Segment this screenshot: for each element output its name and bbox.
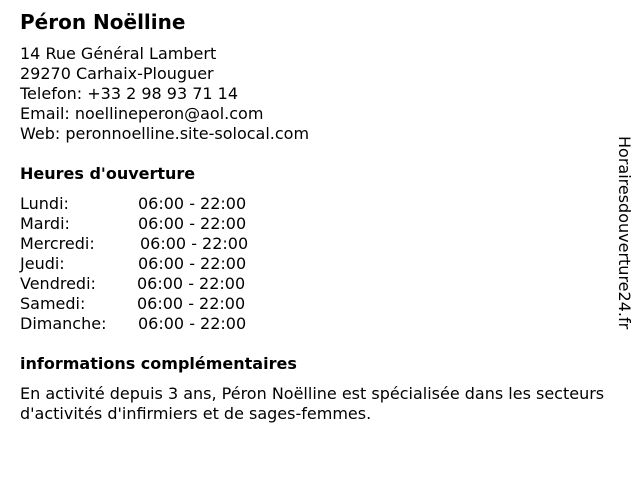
hours-row-tuesday [20,214,280,234]
hours-row-wednesday [20,234,280,254]
time-range: 06:00 - 22:00 [137,274,246,293]
phone-number: Telefon: +33 2 98 93 71 14 [20,84,239,103]
day-label: Vendredi: [20,274,96,293]
time-range: 06:00 - 22:00 [140,234,249,253]
site-watermark: Horairesdouverture24.fr [615,136,634,330]
hours-row-monday [20,194,280,214]
time-range: 06:00 - 22:00 [138,314,247,333]
hours-row-friday [20,274,280,294]
email-address: Email: noellineperon@aol.com [20,104,264,123]
day-label: Mardi: [20,214,70,233]
hours-row-saturday [20,294,280,314]
time-range: 06:00 - 22:00 [138,254,247,273]
business-name: Péron Noëlline [20,10,186,34]
day-label: Jeudi: [20,254,65,273]
hours-row-thursday [20,254,280,274]
hours-heading: Heures d'ouverture [20,164,196,183]
day-label: Lundi: [20,194,69,213]
time-range: 06:00 - 22:00 [138,214,247,233]
address-street: 14 Rue Général Lambert [20,44,217,63]
day-label: Mercredi: [20,234,95,253]
time-range: 06:00 - 22:00 [138,194,247,213]
business-description: En activité depuis 3 ans, Péron Noëlline est spécialisée dans les secteurs d'activités d'infirmiers et de sages-femmes. [20,384,605,423]
day-label: Samedi: [20,294,86,313]
info-heading: informations complémentaires [20,354,297,373]
address-city: 29270 Carhaix-Plouguer [20,64,214,83]
website: Web: peronnoelline.site-solocal.com [20,124,310,143]
opening-hours-table [20,194,280,334]
time-range: 06:00 - 22:00 [137,294,246,313]
contact-block [20,44,309,144]
hours-row-sunday [20,314,280,334]
day-label: Dimanche: [20,314,107,333]
